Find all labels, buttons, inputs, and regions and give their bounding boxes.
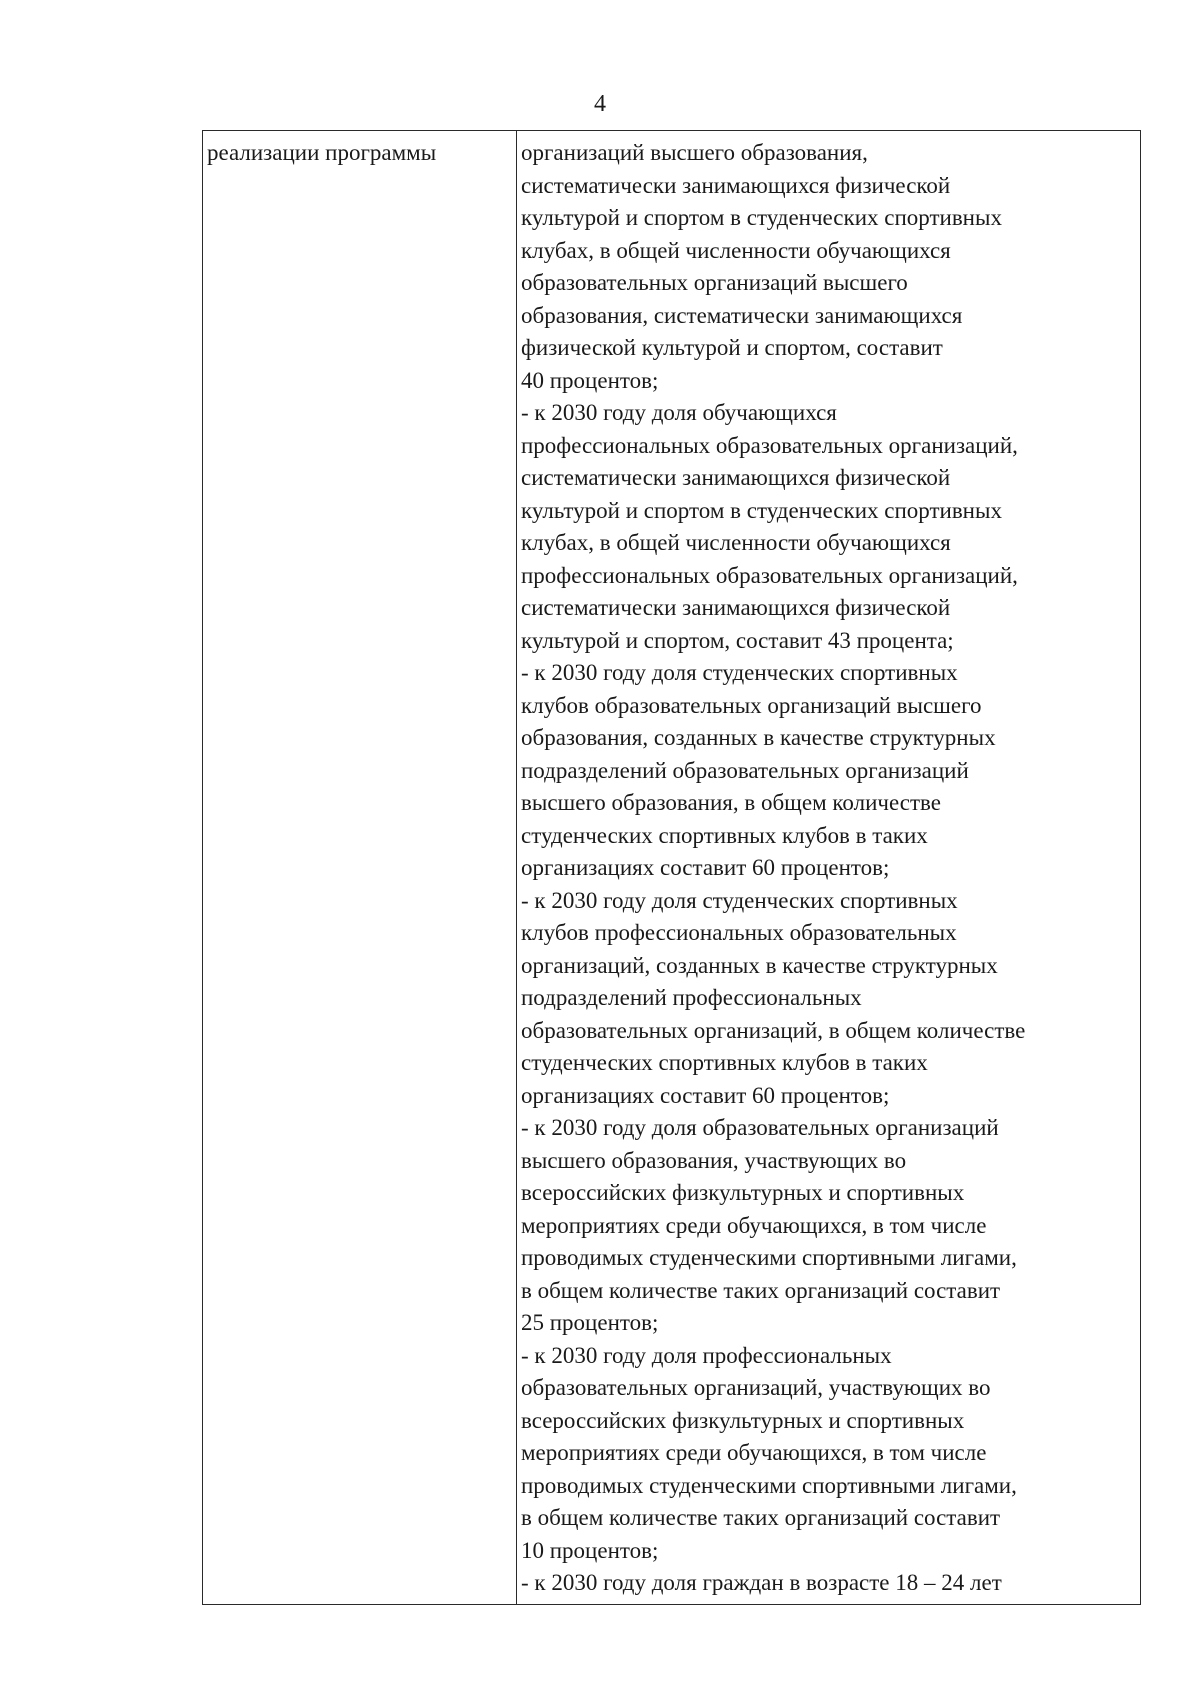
page-number: 4	[594, 91, 606, 117]
content-line: организаций, созданных в качестве структурных	[521, 952, 998, 978]
content-line: проводимых студенческими спортивными лигами,	[521, 1245, 1017, 1270]
content-line: образования, систематически занимающихся	[521, 302, 963, 328]
content-line: физической культурой и спортом, составит	[521, 335, 943, 360]
content-line: культурой и спортом в студенческих спортивных	[521, 497, 1002, 523]
content-line: подразделений профессиональных	[521, 985, 862, 1010]
content-line: клубов профессиональных образовательных	[521, 920, 957, 945]
content-line: всероссийских физкультурных и спортивных	[521, 1180, 965, 1205]
content-line: организациях составит 60 процентов;	[521, 1082, 890, 1108]
content-line: культурой и спортом, составит 43 процента;	[521, 627, 954, 653]
content-line: культурой и спортом в студенческих спортивных	[521, 205, 1002, 230]
content-line: мероприятиях среди обучающихся, в том числе	[521, 1440, 987, 1465]
content-line: 25 процентов;	[521, 1310, 659, 1335]
content-line: - к 2030 году доля граждан в возрасте 18 – 24 лет	[521, 1570, 1002, 1595]
content-line: организациях составит 60 процентов;	[521, 855, 890, 880]
content-line: - к 2030 году доля образовательных организаций	[521, 1115, 999, 1140]
content-line: систематически занимающихся физической	[521, 172, 951, 198]
content-line: образовательных организаций, в общем количестве	[521, 1017, 1026, 1043]
content-line: профессиональных образовательных организаций,	[521, 562, 1018, 588]
content-line: клубов образовательных организаций высшего	[521, 692, 982, 718]
content-line: высшего образования, в общем количестве	[521, 790, 941, 815]
content-line: образования, созданных в качестве структурных	[521, 725, 996, 750]
content-line: 40 процентов;	[521, 367, 659, 393]
column-divider	[516, 131, 517, 1604]
content-line: образовательных организаций, участвующих во	[521, 1375, 991, 1400]
content-line: организаций высшего образования,	[521, 140, 868, 165]
content-line: всероссийских физкультурных и спортивных	[521, 1407, 965, 1433]
content-line: мероприятиях среди обучающихся, в том числе	[521, 1212, 987, 1238]
content-line: клубах, в общей численности обучающихся	[521, 237, 951, 263]
content-line: систематически занимающихся физической	[521, 595, 951, 620]
content-line: проводимых студенческими спортивными лигами,	[521, 1472, 1017, 1498]
content-line: систематически занимающихся физической	[521, 465, 951, 490]
content-line: в общем количестве таких организаций составит	[521, 1277, 1001, 1303]
content-line: в общем количестве таких организаций составит	[521, 1505, 1001, 1530]
content-line: клубах, в общей численности обучающихся	[521, 530, 951, 555]
content-line: - к 2030 году доля обучающихся	[521, 400, 837, 425]
content-line: - к 2030 году доля студенческих спортивных	[521, 660, 958, 685]
content-line: студенческих спортивных клубов в таких	[521, 822, 928, 848]
content-line: высшего образования, участвующих во	[521, 1147, 907, 1173]
table-cell-label: реализации программы	[207, 140, 437, 165]
content-line: - к 2030 году доля студенческих спортивных	[521, 887, 958, 913]
table-cell-content	[521, 137, 1141, 1600]
content-line: подразделений образовательных организаций	[521, 757, 969, 783]
content-line: профессиональных образовательных организаций,	[521, 432, 1018, 458]
content-line: студенческих спортивных клубов в таких	[521, 1050, 928, 1075]
content-line: 10 процентов;	[521, 1537, 659, 1563]
content-line: образовательных организаций высшего	[521, 270, 908, 295]
program-table	[202, 130, 1141, 1605]
content-line: - к 2030 году доля профессиональных	[521, 1342, 892, 1368]
